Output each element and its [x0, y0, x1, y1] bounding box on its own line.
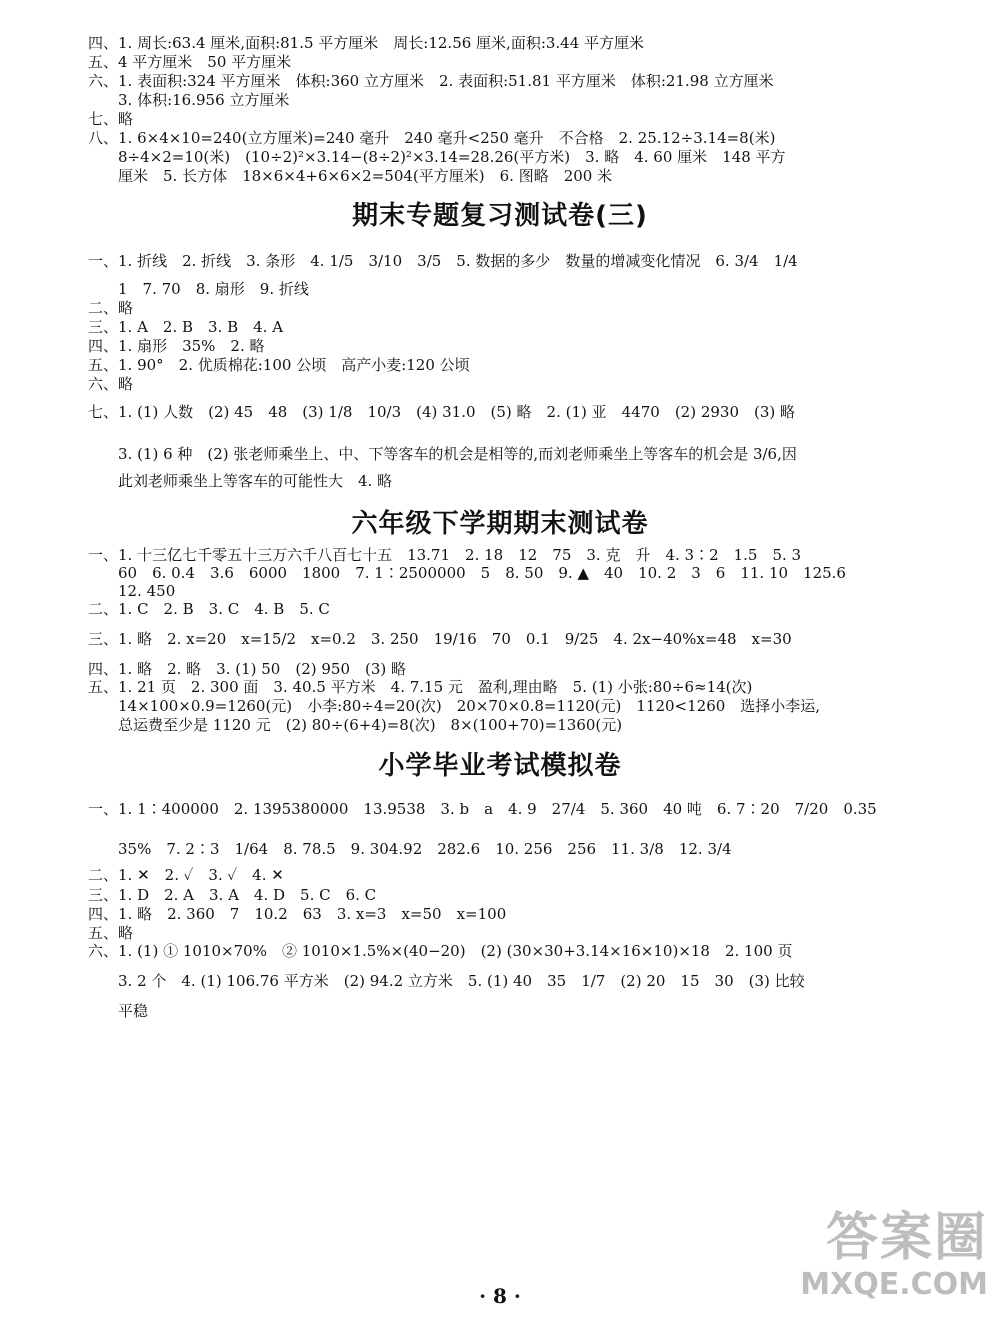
answer-line: 三、1. 略 2. x=20 x=15/2 x=0.2 3. 250 19/16 70 0.1 9/25 4. 2x−40%x=48 x=30 [88, 630, 792, 648]
answer-line: 此刘老师乘坐上等客车的可能性大 4. 略 [88, 472, 393, 490]
answer-line: 六、1. (1) ① 1010×70% ② 1010×1.5%×(40−20) (2) (30×30+3.14×16×10)×18 2. 100 页 [88, 942, 793, 960]
answer-line: 二、1. C 2. B 3. C 4. B 5. C [88, 600, 330, 618]
answer-line: 七、1. (1) 人数 (2) 45 48 (3) 1/8 10/3 (4) 31.0 (5) 略 2. (1) 亚 4470 (2) 2930 (3) 略 [88, 403, 796, 421]
page-number: · 8 · [479, 1284, 521, 1308]
answer-line: 五、1. 90° 2. 优质棉花:100 公顷 高产小麦:120 公顷 [88, 356, 470, 374]
answer-line: 3. 体积:16.956 立方厘米 [88, 91, 290, 109]
answer-line: 三、1. D 2. A 3. A 4. D 5. C 6. C [88, 886, 377, 904]
answer-line: 35% 7. 2∶3 1/64 8. 78.5 9. 304.92 282.6 10. 256 256 11. 3/8 12. 3/4 [88, 840, 732, 858]
watermark-url: MXQE.COM [800, 1267, 988, 1302]
answer-line: 厘米 5. 长方体 18×6×4+6×6×2=504(平方厘米) 6. 图略 200 米 [88, 167, 613, 185]
answer-line: 二、略 [88, 299, 134, 317]
answer-line: 60 6. 0.4 3.6 6000 1800 7. 1∶2500000 5 8. 50 9. ▲ 40 10. 2 3 6 11. 10 125.6 [88, 564, 846, 582]
answer-line: 六、略 [88, 375, 134, 393]
watermark-text: 答案圈 [825, 1208, 988, 1268]
section-title: 六年级下学期期末测试卷 [351, 509, 649, 539]
answer-line: 四、1. 略 2. 360 7 10.2 63 3. x=3 x=50 x=100 [88, 905, 507, 923]
answer-line: 14×100×0.9=1260(元) 小李:80÷4=20(次) 20×70×0.8=1120(元) 1120<1260 选择小李运, [88, 697, 821, 715]
answer-line: 五、略 [88, 924, 134, 942]
section-title: 期末专题复习测试卷(三) [352, 201, 648, 231]
answer-line: 3. (1) 6 种 (2) 张老师乘坐上、中、下等客车的机会是相等的,而刘老师乘坐上等客车的机会是 3/6,因 [88, 445, 797, 463]
answer-line: 3. 2 个 4. (1) 106.76 平方米 (2) 94.2 立方米 5. (1) 40 35 1/7 (2) 20 15 30 (3) 比较 [88, 972, 805, 990]
answer-line: 8÷4×2=10(米) (10÷2)²×3.14−(8÷2)²×3.14=28.26(平方米) 3. 略 4. 60 厘米 148 平方 [88, 148, 786, 166]
answer-line: 五、4 平方厘米 50 平方厘米 [88, 53, 292, 71]
section-title: 小学毕业考试模拟卷 [378, 751, 622, 781]
answer-line: 四、1. 周长:63.4 厘米,面积:81.5 平方厘米 周长:12.56 厘米,面积:3.44 平方厘米 [88, 34, 645, 52]
answer-line: 平稳 [88, 1002, 149, 1020]
answer-line: 一、1. 1∶400000 2. 1395380000 13.9538 3. b a 4. 9 27/4 5. 360 40 吨 6. 7∶20 7/20 0.35 [88, 800, 877, 818]
answer-line: 五、1. 21 页 2. 300 面 3. 40.5 平方米 4. 7.15 元 盈利,理由略 5. (1) 小张:80÷6≈14(次) [88, 678, 753, 696]
answer-line: 七、略 [88, 110, 134, 128]
answer-line: 二、1. ✕ 2. ✓ 3. ✓ 4. ✕ [88, 866, 284, 884]
answer-line: 总运费至少是 1120 元 (2) 80÷(6+4)=8(次) 8×(100+70)=1360(元) [88, 716, 623, 734]
answer-line: 12. 450 [88, 582, 176, 600]
answer-line: 六、1. 表面积:324 平方厘米 体积:360 立方厘米 2. 表面积:51.81 平方厘米 体积:21.98 立方厘米 [88, 72, 774, 90]
answer-line: 一、1. 十三亿七千零五十三万六千八百七十五 13.71 2. 18 12 75 3. 克 升 4. 3∶2 1.5 5. 3 [88, 546, 802, 564]
answer-line: 三、1. A 2. B 3. B 4. A [88, 318, 284, 336]
answer-line: 四、1. 扇形 35% 2. 略 [88, 337, 265, 355]
answer-line: 1 7. 70 8. 扇形 9. 折线 [88, 280, 309, 298]
answer-line: 四、1. 略 2. 略 3. (1) 50 (2) 950 (3) 略 [88, 660, 407, 678]
watermark-logo [788, 1208, 988, 1302]
answer-line: 八、1. 6×4×10=240(立方厘米)=240 毫升 240 毫升<250 毫升 不合格 2. 25.12÷3.14=8(米) [88, 129, 776, 147]
answer-line: 一、1. 折线 2. 折线 3. 条形 4. 1/5 3/10 3/5 5. 数据的多少 数量的增减变化情况 6. 3/4 1/4 [88, 252, 798, 270]
